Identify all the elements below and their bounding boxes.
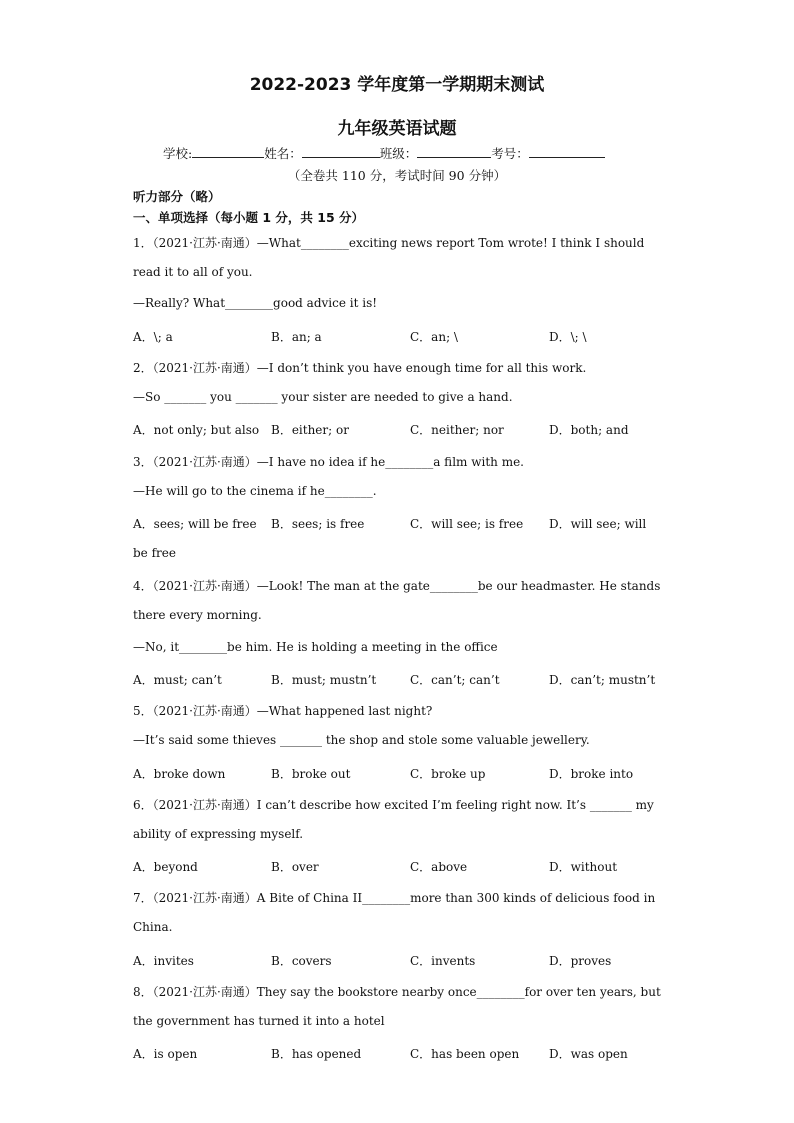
question-1-option-a: A．\; a — [133, 330, 173, 344]
exam-no-blank — [529, 145, 605, 158]
question-2-option-a: A．not only; but also — [133, 423, 260, 437]
question-2-option-d: D．both; and — [549, 423, 629, 437]
question-8-option-d: D．was open — [549, 1047, 628, 1061]
question-3-option-c: C．will see; is free — [410, 517, 524, 531]
question-1-line-3: —Really? What________good advice it is! — [133, 296, 378, 310]
question-6-option-a: A．beyond — [133, 860, 198, 874]
question-3-option-a: A．sees; will be free — [133, 517, 257, 531]
question-4-line-1: 4．（2021·江苏·南通）—Look! The man at the gate________be our headmaster. He stands — [133, 579, 661, 593]
question-8-option-a: A．is open — [133, 1047, 198, 1061]
question-6-line-1: 6．（2021·江苏·南通）I can’t describe how excited I’m feeling right now. It’s _______ my — [133, 798, 654, 812]
name-blank — [302, 145, 380, 158]
listening-section-heading: 听力部分（略） — [133, 189, 221, 204]
school-label: 学校: — [163, 146, 193, 161]
question-8-options — [133, 1045, 673, 1061]
question-4-line-3: —No, it________be him. He is holding a meeting in the office — [133, 640, 498, 654]
question-1-option-b: B．an; a — [271, 330, 322, 344]
question-5-option-b: B．broke out — [271, 767, 351, 781]
question-4-line-2: there every morning. — [133, 608, 262, 622]
question-3-option-b: B．sees; is free — [271, 517, 365, 531]
question-1-options — [133, 328, 673, 344]
question-4-option-c: C．can’t; can’t — [410, 673, 500, 687]
exam-note: （全卷共 110 分，考试时间 90 分钟） — [287, 168, 507, 183]
class-label: 班级： — [379, 146, 418, 161]
question-2-line-1: 2．（2021·江苏·南通）—I don’t think you have enough time for all this work. — [133, 361, 587, 375]
question-7-option-a: A．invites — [133, 954, 194, 968]
question-4-option-a: A．must; can’t — [133, 673, 222, 687]
exam-subtitle: 九年级英语试题 — [337, 119, 457, 139]
question-7-option-b: B．covers — [271, 954, 332, 968]
question-7-option-d: D．proves — [549, 954, 612, 968]
question-5-option-c: C．broke up — [410, 767, 486, 781]
student-info-line — [163, 144, 605, 162]
question-5-option-d: D．broke into — [549, 767, 634, 781]
class-blank — [417, 145, 491, 158]
question-3-option-d-continued: be free — [133, 546, 176, 560]
question-5-option-a: A．broke down — [133, 767, 226, 781]
question-2-line-2: —So _______ you _______ your sister are needed to give a hand. — [133, 390, 513, 404]
question-8-line-2: the government has turned it into a hotel — [133, 1014, 385, 1028]
name-label: 姓名： — [264, 146, 302, 161]
question-1-line-1: 1．（2021·江苏·南通）—What________exciting news report Tom wrote! I think I should — [133, 236, 645, 250]
question-3-option-d: D．will see; will — [549, 517, 647, 531]
school-blank — [192, 145, 264, 158]
question-6-option-c: C．above — [410, 860, 468, 874]
question-8-option-c: C．has been open — [410, 1047, 520, 1061]
question-1-option-d: D．\; \ — [549, 330, 587, 344]
question-2-option-b: B．either; or — [271, 423, 349, 437]
question-3-line-2: —He will go to the cinema if he________. — [133, 484, 377, 498]
single-choice-heading: 一、单项选择（每小题 1 分，共 15 分） — [133, 210, 365, 225]
question-7-line-1: 7．（2021·江苏·南通）A Bite of China II________more than 300 kinds of delicious food in — [133, 891, 656, 905]
question-8-line-1: 8．（2021·江苏·南通）They say the bookstore nearby once________for over ten years, but — [133, 985, 661, 999]
question-2-options — [133, 421, 673, 437]
question-3-options — [133, 515, 673, 531]
question-4-option-d: D．can’t; mustn’t — [549, 673, 656, 687]
question-4-options — [133, 671, 673, 687]
question-4-option-b: B．must; mustn’t — [271, 673, 377, 687]
question-5-line-1: 5．（2021·江苏·南通）—What happened last night? — [133, 704, 433, 718]
question-1-option-c: C．an; \ — [410, 330, 458, 344]
question-7-option-c: C．invents — [410, 954, 476, 968]
question-6-option-d: D．without — [549, 860, 618, 874]
question-2-option-c: C．neither; nor — [410, 423, 504, 437]
question-6-line-2: ability of expressing myself. — [133, 827, 304, 841]
question-3-line-1: 3．（2021·江苏·南通）—I have no idea if he________a film with me. — [133, 455, 524, 469]
question-7-options — [133, 952, 673, 968]
exam-no-label: 考号： — [491, 146, 529, 161]
question-6-option-b: B．over — [271, 860, 319, 874]
question-7-line-2: China. — [133, 920, 173, 934]
question-8-option-b: B．has opened — [271, 1047, 362, 1061]
exam-title: 2022-2023 学年度第一学期期末测试 — [249, 75, 545, 95]
question-5-options — [133, 765, 673, 781]
question-1-line-2: read it to all of you. — [133, 265, 253, 279]
question-6-options — [133, 858, 673, 874]
question-5-line-2: —It’s said some thieves _______ the shop and stole some valuable jewellery. — [133, 733, 590, 747]
